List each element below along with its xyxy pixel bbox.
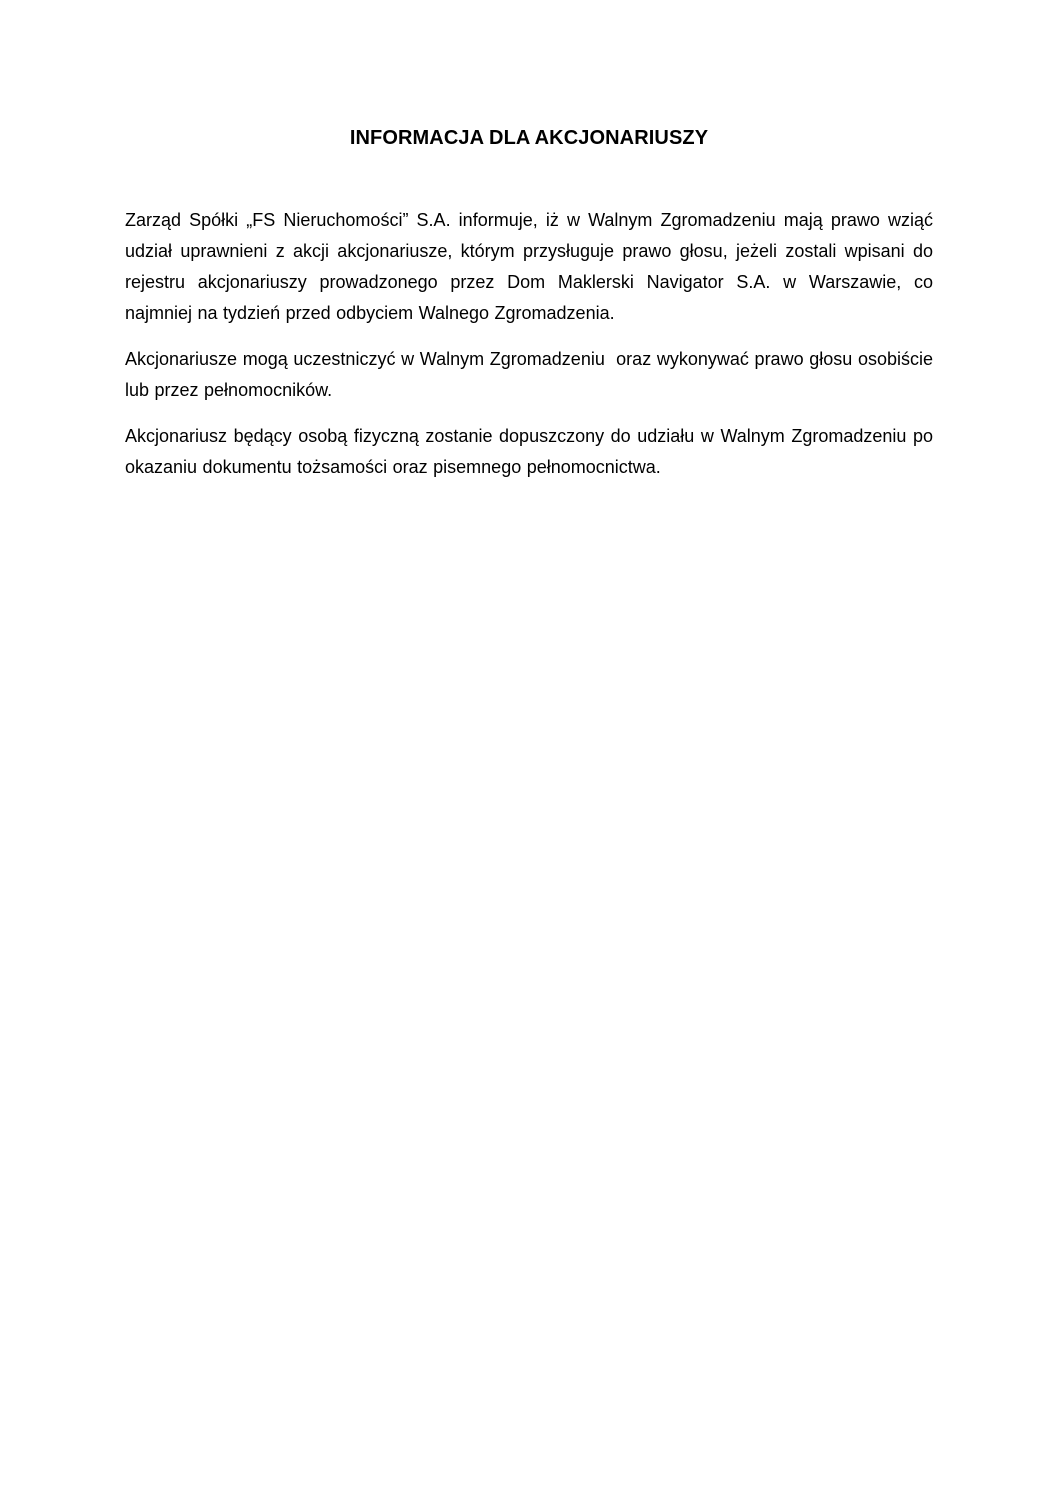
body-paragraph-2: Akcjonariusze mogą uczestniczyć w Walnym Zgromadzeniu oraz wykonywać prawo głosu osobiście lub przez pełnomocników. <box>125 349 939 400</box>
document-title: INFORMACJA DLA AKCJONARIUSZY <box>349 127 709 149</box>
body-paragraph-1: Zarząd Spółki „FS Nieruchomości” S.A. informuje, iż w Walnym Zgromadzeniu mają prawo wziąć udział uprawnieni z akcji akcjonariusze, którym przysługuje prawo głosu, jeżeli zostali wpisani do rejestru akcjonariuszy prowadzonego przez Dom Maklerski Navigator S.A. w Warszawie, co najmniej na tydzień przed odbyciem Walnego Zgromadzenia. <box>125 210 939 323</box>
body-paragraph-3: Akcjonariusz będący osobą fizyczną zostanie dopuszczony do udziału w Walnym Zgromadzeniu po okazaniu dokumentu tożsamości oraz pisemnego pełnomocnictwa. <box>125 426 939 477</box>
